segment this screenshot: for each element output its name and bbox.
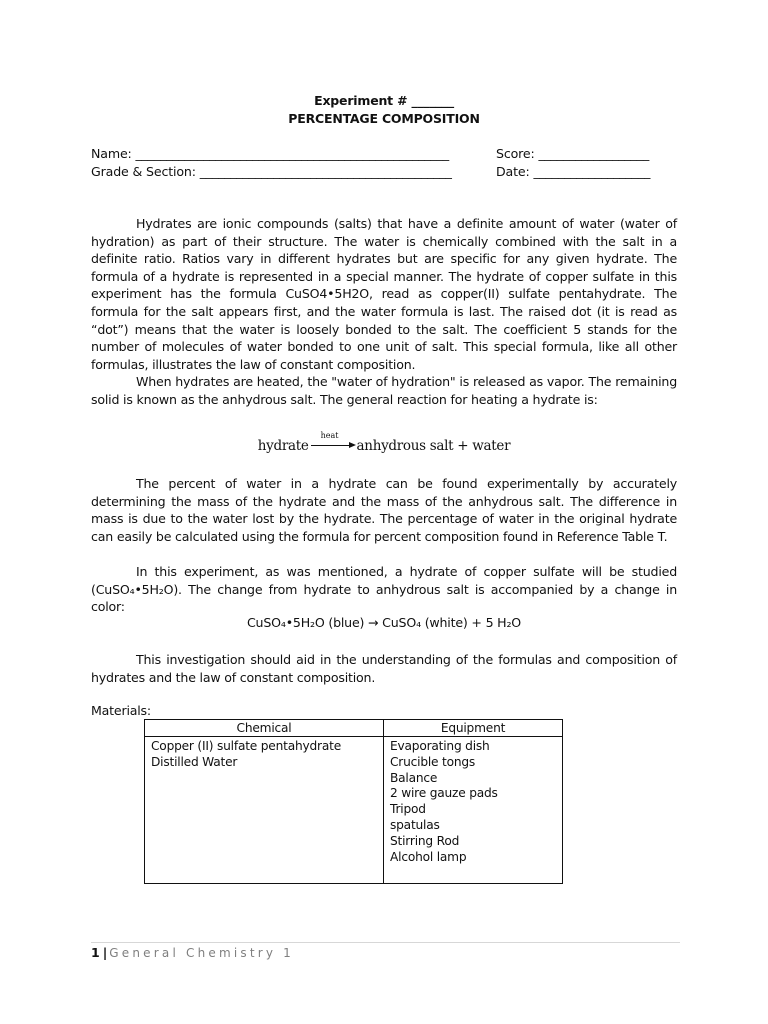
- paragraph-hydrates-intro: Hydrates are ionic compounds (salts) that have a definite amount of water (water of hydration) as part of their structure. The water is chemically combined with the salt in a definite ratio. Ratios vary in different hydrates but are specific for any given hydrate. The formula of a hydrate is represented in a special manner. The hydrate of copper sulfate in this experiment has the formula CuSO4•5H2O, read as copper(II) sulfate pentahydrate. The formula for the salt appears first, and the water formula is last. The raised dot (it is read as “dot”) means that the water is loosely bonded to the salt. The coefficient 5 stands for the number of molecules of water bonded to one unit of salt. This special formula, like all other formulas, illustrates the law of constant composition.: [91, 216, 677, 372]
- footer-divider: [91, 942, 680, 943]
- name-field: Name: ___________________________________________________: [91, 146, 449, 161]
- grade-section-field: Grade & Section: _________________________________________: [91, 164, 452, 179]
- list-item: Alcohol lamp: [390, 849, 467, 864]
- paragraph-investigation-aim: This investigation should aid in the understanding of the formulas and composition of hydrates and the law of constant composition.: [91, 652, 677, 685]
- date-field: Date: ___________________: [496, 164, 651, 179]
- list-item: Stirring Rod: [390, 833, 460, 848]
- equipment-list-cell: [384, 737, 563, 884]
- list-item: Tripod: [390, 802, 426, 817]
- score-field: Score: __________________: [496, 146, 650, 161]
- table-header-equipment: Equipment: [384, 720, 563, 737]
- table-header-chemical: Chemical: [145, 720, 384, 737]
- general-reaction-equation: [0, 431, 768, 454]
- paragraph-heating-hydrates: When hydrates are heated, the "water of hydration" is released as vapor. The remaining solid is known as the anhydrous salt. The general reaction for heating a hydrate is:: [91, 374, 677, 407]
- list-item: Crucible tongs: [390, 754, 476, 769]
- reaction-condition: heat: [320, 431, 339, 440]
- footer-course-name: General Chemistry 1: [109, 946, 295, 960]
- experiment-number-heading: Experiment # _______: [314, 93, 454, 108]
- name-score-row: [91, 146, 681, 164]
- list-item: Copper (II) sulfate pentahydrate: [151, 739, 341, 753]
- page-title: PERCENTAGE COMPOSITION: [288, 111, 480, 126]
- reaction-arrow: [310, 431, 356, 451]
- reaction-products: anhydrous salt + water: [356, 438, 511, 454]
- reaction-reactant: hydrate: [257, 438, 309, 454]
- list-item: Balance: [390, 770, 438, 785]
- copper-sulfate-reaction: CuSO₄•5H₂O (blue) → CuSO₄ (white) + 5 H₂O: [246, 615, 522, 630]
- chemical-list-cell: [145, 737, 384, 884]
- table-row: [145, 737, 563, 884]
- list-item: 2 wire gauze pads: [390, 786, 498, 801]
- materials-table: [144, 719, 563, 884]
- list-item: Distilled Water: [151, 754, 238, 769]
- footer-separator: |: [102, 945, 108, 960]
- list-item: spatulas: [390, 817, 440, 832]
- page-footer: [91, 945, 294, 960]
- grade-date-row: [91, 164, 681, 182]
- page-number: 1: [91, 945, 100, 960]
- list-item: Evaporating dish: [390, 739, 490, 753]
- materials-label: Materials:: [91, 703, 151, 718]
- paragraph-percent-water: The percent of water in a hydrate can be found experimentally by accurately determining the mass of the hydrate and the mass of the anhydrous salt. The difference in mass is due to the water lost by the hydrate. The percentage of water in the original hydrate can easily be calculated using the formula for percent composition found in Reference Table T.: [91, 476, 677, 544]
- paragraph-copper-sulfate: In this experiment, as was mentioned, a hydrate of copper sulfate will be studied (CuSO₄•5H₂O). The change from hydrate to anhydrous salt is accompanied by a change in color:: [91, 564, 677, 615]
